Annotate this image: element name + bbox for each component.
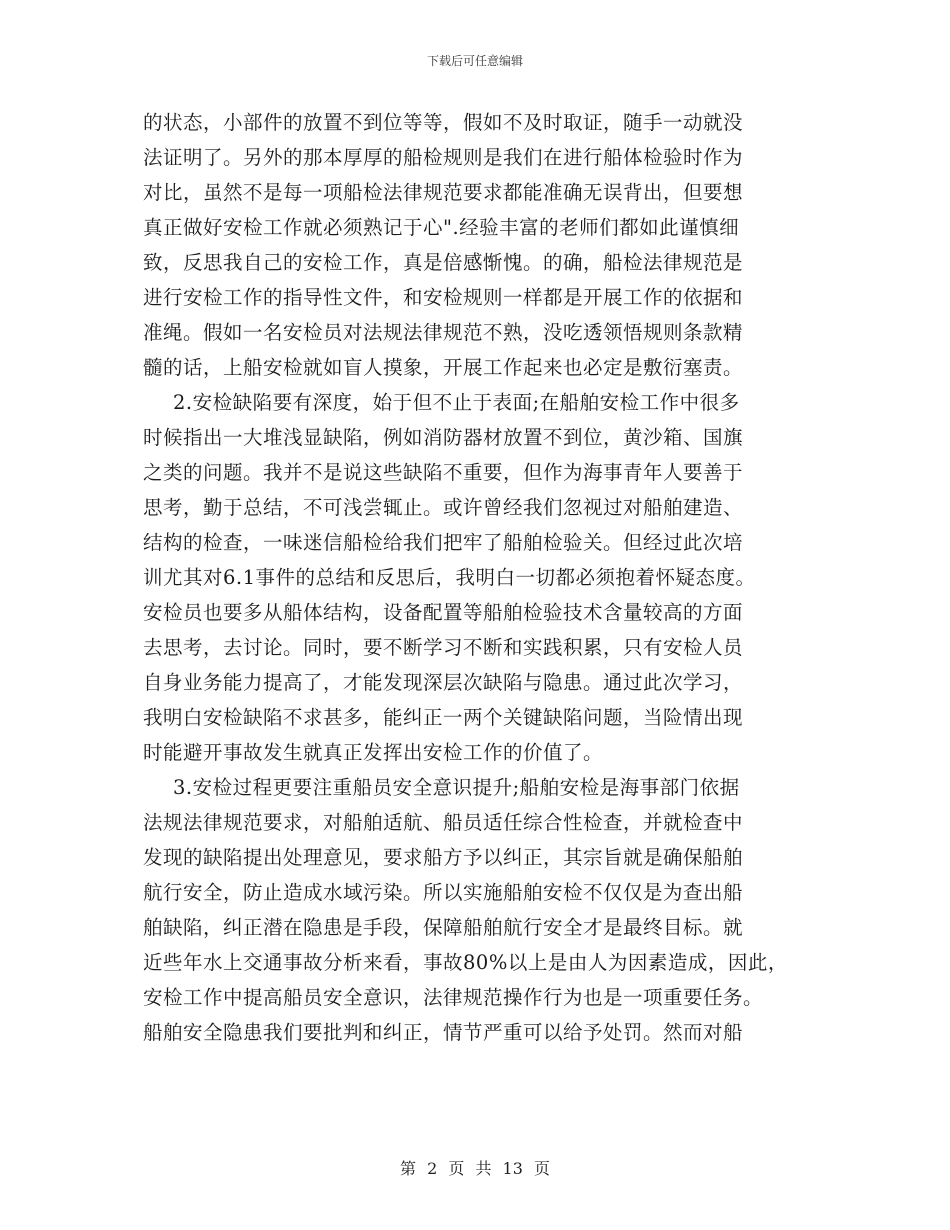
text-line: 髓的话，上船安检就如盲人摸象，开展工作起来也必定是敷衍塞责。 xyxy=(143,356,744,379)
text-line: 真正做好安检工作就必须熟记于心".经验丰富的老师们都如此谨慎细 xyxy=(143,216,740,239)
paragraph-start-line: 2.安检缺陷要有深度，始于但不止于表面;在船舶安检工作中很多 xyxy=(173,391,740,414)
text-line: 发现的缺陷提出处理意见，要求船方予以纠正，其宗旨就是确保船舶 xyxy=(143,846,744,869)
text-line: 安检工作中提高船员安全意识，法律规范操作行为也是一项重要任务。 xyxy=(143,986,764,1009)
text-line: 的状态，小部件的放置不到位等等，假如不及时取证，随手一动就没 xyxy=(143,111,744,134)
text-line: 船舶安全隐患我们要批判和纠正，情节严重可以给予处罚。然而对船 xyxy=(143,1021,744,1044)
text-line: 法规法律规范要求，对船舶适航、船员适任综合性检查，并就检查中 xyxy=(143,811,744,834)
text-line: 航行安全，防止造成水域污染。所以实施船舶安检不仅仅是为查出船 xyxy=(143,881,744,904)
text-line: 时能避开事故发生就真正发挥出安检工作的价值了。 xyxy=(143,741,604,764)
page-header: 下载后可任意编辑 xyxy=(426,54,523,68)
text-line: 我明白安检缺陷不求甚多，能纠正一两个关键缺陷问题，当险情出现 xyxy=(143,706,744,729)
text-line: 训尤其对6.1事件的总结和反思后，我明白一切都必须抱着怀疑态度。 xyxy=(143,566,756,589)
text-line: 近些年水上交通事故分析来看，事故80%以上是由人为因素造成，因此， xyxy=(143,951,788,974)
text-line: 舶缺陷，纠正潜在隐患是手段，保障船舶航行安全才是最终目标。就 xyxy=(143,916,744,939)
text-line: 去思考，去讨论。同时，要不断学习不断和实践积累，只有安检人员 xyxy=(143,636,744,659)
text-line: 准绳。假如一名安检员对法规法律规范不熟，没吃透领悟规则条款精 xyxy=(143,321,744,344)
text-line: 法证明了。另外的那本厚厚的船检规则是我们在进行船体检验时作为 xyxy=(143,146,744,169)
text-line: 致，反思我自己的安检工作，真是倍感惭愧。的确，船检法律规范是 xyxy=(143,251,744,274)
text-line: 安检员也要多从船体结构，设备配置等船舶检验技术含量较高的方面 xyxy=(143,601,744,624)
text-line: 时候指出一大堆浅显缺陷，例如消防器材放置不到位，黄沙箱、国旗 xyxy=(143,426,744,449)
text-line: 对比，虽然不是每一项船检法律规范要求都能准确无误背出，但要想 xyxy=(143,181,744,204)
page-footer: 第 2 页 共 13 页 xyxy=(400,1159,550,1178)
document-body xyxy=(143,105,823,1050)
paragraph-start-line: 3.安检过程更要注重船员安全意识提升;船舶安检是海事部门依据 xyxy=(173,776,740,799)
text-line: 结构的检查，一味迷信船检给我们把牢了船舶检验关。但经过此次培 xyxy=(143,531,744,554)
text-line: 进行安检工作的指导性文件，和安检规则一样都是开展工作的依据和 xyxy=(143,286,744,309)
text-line: 思考，勤于总结，不可浅尝辄止。或许曾经我们忽视过对船舶建造、 xyxy=(143,496,744,519)
text-line: 自身业务能力提高了，才能发现深层次缺陷与隐患。通过此次学习， xyxy=(143,671,744,694)
text-line: 之类的问题。我并不是说这些缺陷不重要，但作为海事青年人要善于 xyxy=(143,461,744,484)
